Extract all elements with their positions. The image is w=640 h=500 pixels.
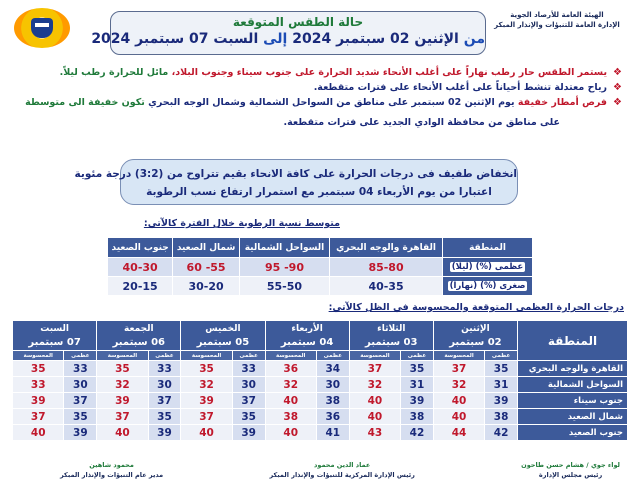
- table-row: [108, 277, 533, 296]
- max-temp-cell: 30: [148, 377, 181, 393]
- bullet-continuation: على مناطق من محافظة الوادي الجديد على فترات متقطعة.: [283, 117, 560, 128]
- humidity-cell: 55-50: [239, 277, 329, 296]
- felt-temp-cell: 40: [265, 425, 316, 441]
- max-temp-cell: 35: [401, 361, 434, 377]
- humidity-cell: 40-30: [108, 258, 173, 277]
- felt-subheader: المحسوسة: [433, 351, 484, 361]
- report-title: حالة الطقس المتوقعة: [232, 15, 364, 29]
- felt-temp-cell: 40: [349, 393, 400, 409]
- signatures: [60, 460, 620, 480]
- max-temp-cell: 37: [64, 393, 97, 409]
- humidity-header-cell: السواحل الشمالية: [239, 238, 329, 258]
- report-title-box: [91, 11, 486, 55]
- notice-line-2: اعتبارا من يوم الأربعاء 04 سبتمبر مع استمرار ارتفاع نسب الرطوبة: [146, 186, 492, 198]
- max-temp-cell: 31: [485, 377, 518, 393]
- felt-temp-cell: 44: [433, 425, 484, 441]
- table-row: [13, 425, 628, 441]
- felt-temp-cell: 35: [13, 361, 64, 377]
- max-temp-cell: 30: [64, 377, 97, 393]
- felt-temp-cell: 35: [97, 361, 148, 377]
- signature-block: [269, 460, 415, 480]
- felt-temp-cell: 32: [265, 377, 316, 393]
- day-name: الثلاثاء: [377, 323, 406, 334]
- max-subheader: عظمى: [148, 351, 181, 361]
- period-to-word: إلى: [263, 31, 288, 47]
- day-name: الجمعة: [124, 323, 154, 334]
- felt-temp-cell: 40: [433, 393, 484, 409]
- bullet-item: [12, 96, 622, 110]
- bullet-text: فرص أمطار خفيفة: [517, 97, 608, 108]
- day-date: 04 سبتمبر: [280, 336, 334, 348]
- humidity-row-label: عظمى (%) (ليلا): [443, 258, 533, 277]
- region-header: المنطقة: [518, 321, 628, 361]
- region-name: جنوب الصعيد: [518, 425, 628, 441]
- max-temp-cell: 35: [232, 409, 265, 425]
- signature-block: [521, 460, 620, 480]
- max-subheader: عظمى: [64, 351, 97, 361]
- max-temp-cell: 39: [148, 425, 181, 441]
- region-name: السواحل الشمالية: [518, 377, 628, 393]
- bullet-item: [12, 66, 622, 80]
- felt-temp-cell: 40: [97, 425, 148, 441]
- notice-line-1: انخفاض طفيف فى درجات الحرارة على كافة الانحاء بقيم تتراوح من (3:2) درجة مئوية: [74, 168, 517, 180]
- max-temp-cell: 34: [316, 361, 349, 377]
- felt-temp-cell: 35: [181, 361, 232, 377]
- signature-role: رئيس الإدارة المركزية للتنبؤات والإنذار المبكر: [269, 471, 415, 479]
- felt-temp-cell: 32: [97, 377, 148, 393]
- day-name: الخميس: [205, 323, 241, 334]
- felt-temp-cell: 40: [181, 425, 232, 441]
- humidity-cell: 55- 60: [173, 258, 240, 277]
- day-date: 05 سبتمبر: [196, 336, 250, 348]
- bullet-item: [12, 81, 622, 95]
- day-date: 03 سبتمبر: [365, 336, 418, 348]
- signature-name: لواء جوي / هشام حسن طاحون: [521, 461, 620, 469]
- signature-role: رئيس مجلس الإدارة: [538, 471, 603, 479]
- max-temp-cell: 36: [316, 409, 349, 425]
- bullet-diamond-icon: ❖: [613, 97, 622, 108]
- felt-temp-cell: 32: [349, 377, 400, 393]
- felt-temp-cell: 32: [181, 377, 232, 393]
- forecast-bullets: [12, 66, 622, 130]
- max-temp-cell: 33: [64, 361, 97, 377]
- humidity-cell: 90- 95: [239, 258, 329, 277]
- max-temp-cell: 30: [232, 377, 265, 393]
- max-temp-cell: 33: [232, 361, 265, 377]
- day-name: الإثنين: [461, 323, 490, 334]
- felt-temp-cell: 37: [97, 409, 148, 425]
- felt-subheader: المحسوسة: [13, 351, 64, 361]
- felt-temp-cell: 40: [265, 393, 316, 409]
- signature-name: محمود شاهين: [89, 461, 134, 469]
- temperature-day-row: [13, 321, 628, 351]
- humidity-header-cell: القاهرة والوجه البحري: [330, 238, 443, 258]
- felt-subheader: المحسوسة: [97, 351, 148, 361]
- table-row: [13, 393, 628, 409]
- humidity-header-cell: جنوب الصعيد: [108, 238, 173, 258]
- felt-temp-cell: 40: [433, 409, 484, 425]
- day-header: [349, 321, 433, 351]
- humidity-title: متوسط نسبة الرطوبة خلال الفترة كالآتي:: [143, 218, 340, 229]
- temperature-title: درجات الحرارة العظمى المتوقعة والمحسوسة في الظل كالآتي:: [328, 302, 624, 313]
- felt-temp-cell: 38: [265, 409, 316, 425]
- bullet-diamond-icon: ❖: [613, 82, 622, 93]
- max-temp-cell: 39: [232, 425, 265, 441]
- day-header: [97, 321, 181, 351]
- table-row: [13, 409, 628, 425]
- felt-temp-cell: 39: [181, 393, 232, 409]
- day-name: السبت: [40, 323, 70, 334]
- felt-temp-cell: 37: [433, 361, 484, 377]
- humidity-row-label: صغرى (%) (نهارا): [443, 277, 533, 296]
- max-temp-cell: 30: [316, 377, 349, 393]
- max-temp-cell: 38: [485, 409, 518, 425]
- felt-temp-cell: 37: [181, 409, 232, 425]
- max-temp-cell: 39: [64, 425, 97, 441]
- bullet-diamond-icon: ❖: [613, 67, 622, 78]
- max-temp-cell: 31: [401, 377, 434, 393]
- day-header: [433, 321, 517, 351]
- day-name: الأربعاء: [291, 323, 323, 334]
- table-row: [13, 361, 628, 377]
- felt-subheader: المحسوسة: [181, 351, 232, 361]
- bullet-text: تكون خفيفة الى متوسطة: [25, 97, 149, 108]
- max-temp-cell: 41: [316, 425, 349, 441]
- felt-temp-cell: 43: [349, 425, 400, 441]
- max-temp-cell: 39: [485, 393, 518, 409]
- table-row: [108, 258, 533, 277]
- day-date: 02 سبتمبر: [449, 336, 502, 348]
- max-temp-cell: 37: [232, 393, 265, 409]
- felt-temp-cell: 37: [13, 409, 64, 425]
- max-temp-cell: 38: [316, 393, 349, 409]
- felt-temp-cell: 40: [349, 409, 400, 425]
- humidity-header-row: [108, 238, 533, 258]
- day-date: 06 سبتمبر: [112, 336, 165, 348]
- humidity-cell: 85-80: [330, 258, 443, 277]
- report-period: [91, 31, 485, 47]
- felt-temp-cell: 39: [97, 393, 148, 409]
- signature-block: [60, 460, 163, 480]
- signature-role: مدير عام التنبؤات والإنذار المبكر: [60, 471, 164, 479]
- bullet-text: مائل للحرارة رطب ليلاً.: [59, 67, 172, 78]
- signature-name: عماد الدين محمود: [314, 461, 371, 469]
- max-temp-cell: 35: [485, 361, 518, 377]
- max-temp-cell: 39: [401, 393, 434, 409]
- temperature-notice-box: [74, 159, 518, 205]
- felt-temp-cell: 33: [13, 377, 64, 393]
- felt-temp-cell: 36: [265, 361, 316, 377]
- region-name: جنوب سيناء: [518, 393, 628, 409]
- max-temp-cell: 35: [148, 409, 181, 425]
- period-end-date: السبت 07 سبتمبر 2024: [91, 31, 259, 47]
- region-name: القاهرة والوجه البحري: [518, 361, 628, 377]
- felt-temp-cell: 40: [13, 425, 64, 441]
- humidity-cell: 30-20: [173, 277, 240, 296]
- temperature-body: [13, 361, 628, 441]
- org-line-1: الهيئة العامة للأرصاد الجوية: [510, 11, 604, 19]
- felt-temp-cell: 32: [433, 377, 484, 393]
- felt-temp-cell: 37: [349, 361, 400, 377]
- bullet-text: رياح معتدلة تنشط أحياناً على أغلب الأنحاء على فترات متقطعة.: [313, 82, 608, 93]
- period-start-date: الإثنين 02 سبتمبر 2024: [292, 31, 459, 47]
- humidity-cell: 20-15: [108, 277, 173, 296]
- max-temp-cell: 38: [401, 409, 434, 425]
- humidity-header-cell: شمال الصعيد: [173, 238, 240, 258]
- temperature-table: [12, 320, 628, 441]
- table-row: [13, 377, 628, 393]
- region-name: شمال الصعيد: [518, 409, 628, 425]
- max-temp-cell: 37: [148, 393, 181, 409]
- organization-name: [482, 10, 632, 30]
- meteorological-authority-logo-icon: [14, 8, 70, 48]
- day-header: [13, 321, 97, 351]
- max-temp-cell: 35: [64, 409, 97, 425]
- felt-subheader: المحسوسة: [349, 351, 400, 361]
- max-subheader: عظمى: [232, 351, 265, 361]
- bullet-text: يوم الإثنين 02 سبتمبر على مناطق من السواحل الشمالية وشمال الوجه البحري: [148, 97, 518, 108]
- day-header: [181, 321, 265, 351]
- day-date: 07 سبتمبر: [28, 336, 81, 348]
- max-subheader: عظمى: [485, 351, 518, 361]
- humidity-header-cell: المنطقة: [443, 238, 533, 258]
- max-temp-cell: 42: [485, 425, 518, 441]
- humidity-cell: 40-35: [330, 277, 443, 296]
- felt-subheader: المحسوسة: [265, 351, 316, 361]
- period-from-word: من: [463, 31, 485, 47]
- max-temp-cell: 42: [401, 425, 434, 441]
- bullet-text: يستمر الطقس حار رطب نهاراً على أغلب الأنحاء شديد الحرارة على جنوب سيناء وجنوب البلاد،: [171, 67, 608, 78]
- org-line-2: الإدارة العامة للتنبؤات والإنذار المبكر: [494, 21, 620, 29]
- day-header: [265, 321, 349, 351]
- max-subheader: عظمى: [401, 351, 434, 361]
- max-temp-cell: 33: [148, 361, 181, 377]
- humidity-table: [107, 237, 533, 296]
- felt-temp-cell: 39: [13, 393, 64, 409]
- max-subheader: عظمى: [316, 351, 349, 361]
